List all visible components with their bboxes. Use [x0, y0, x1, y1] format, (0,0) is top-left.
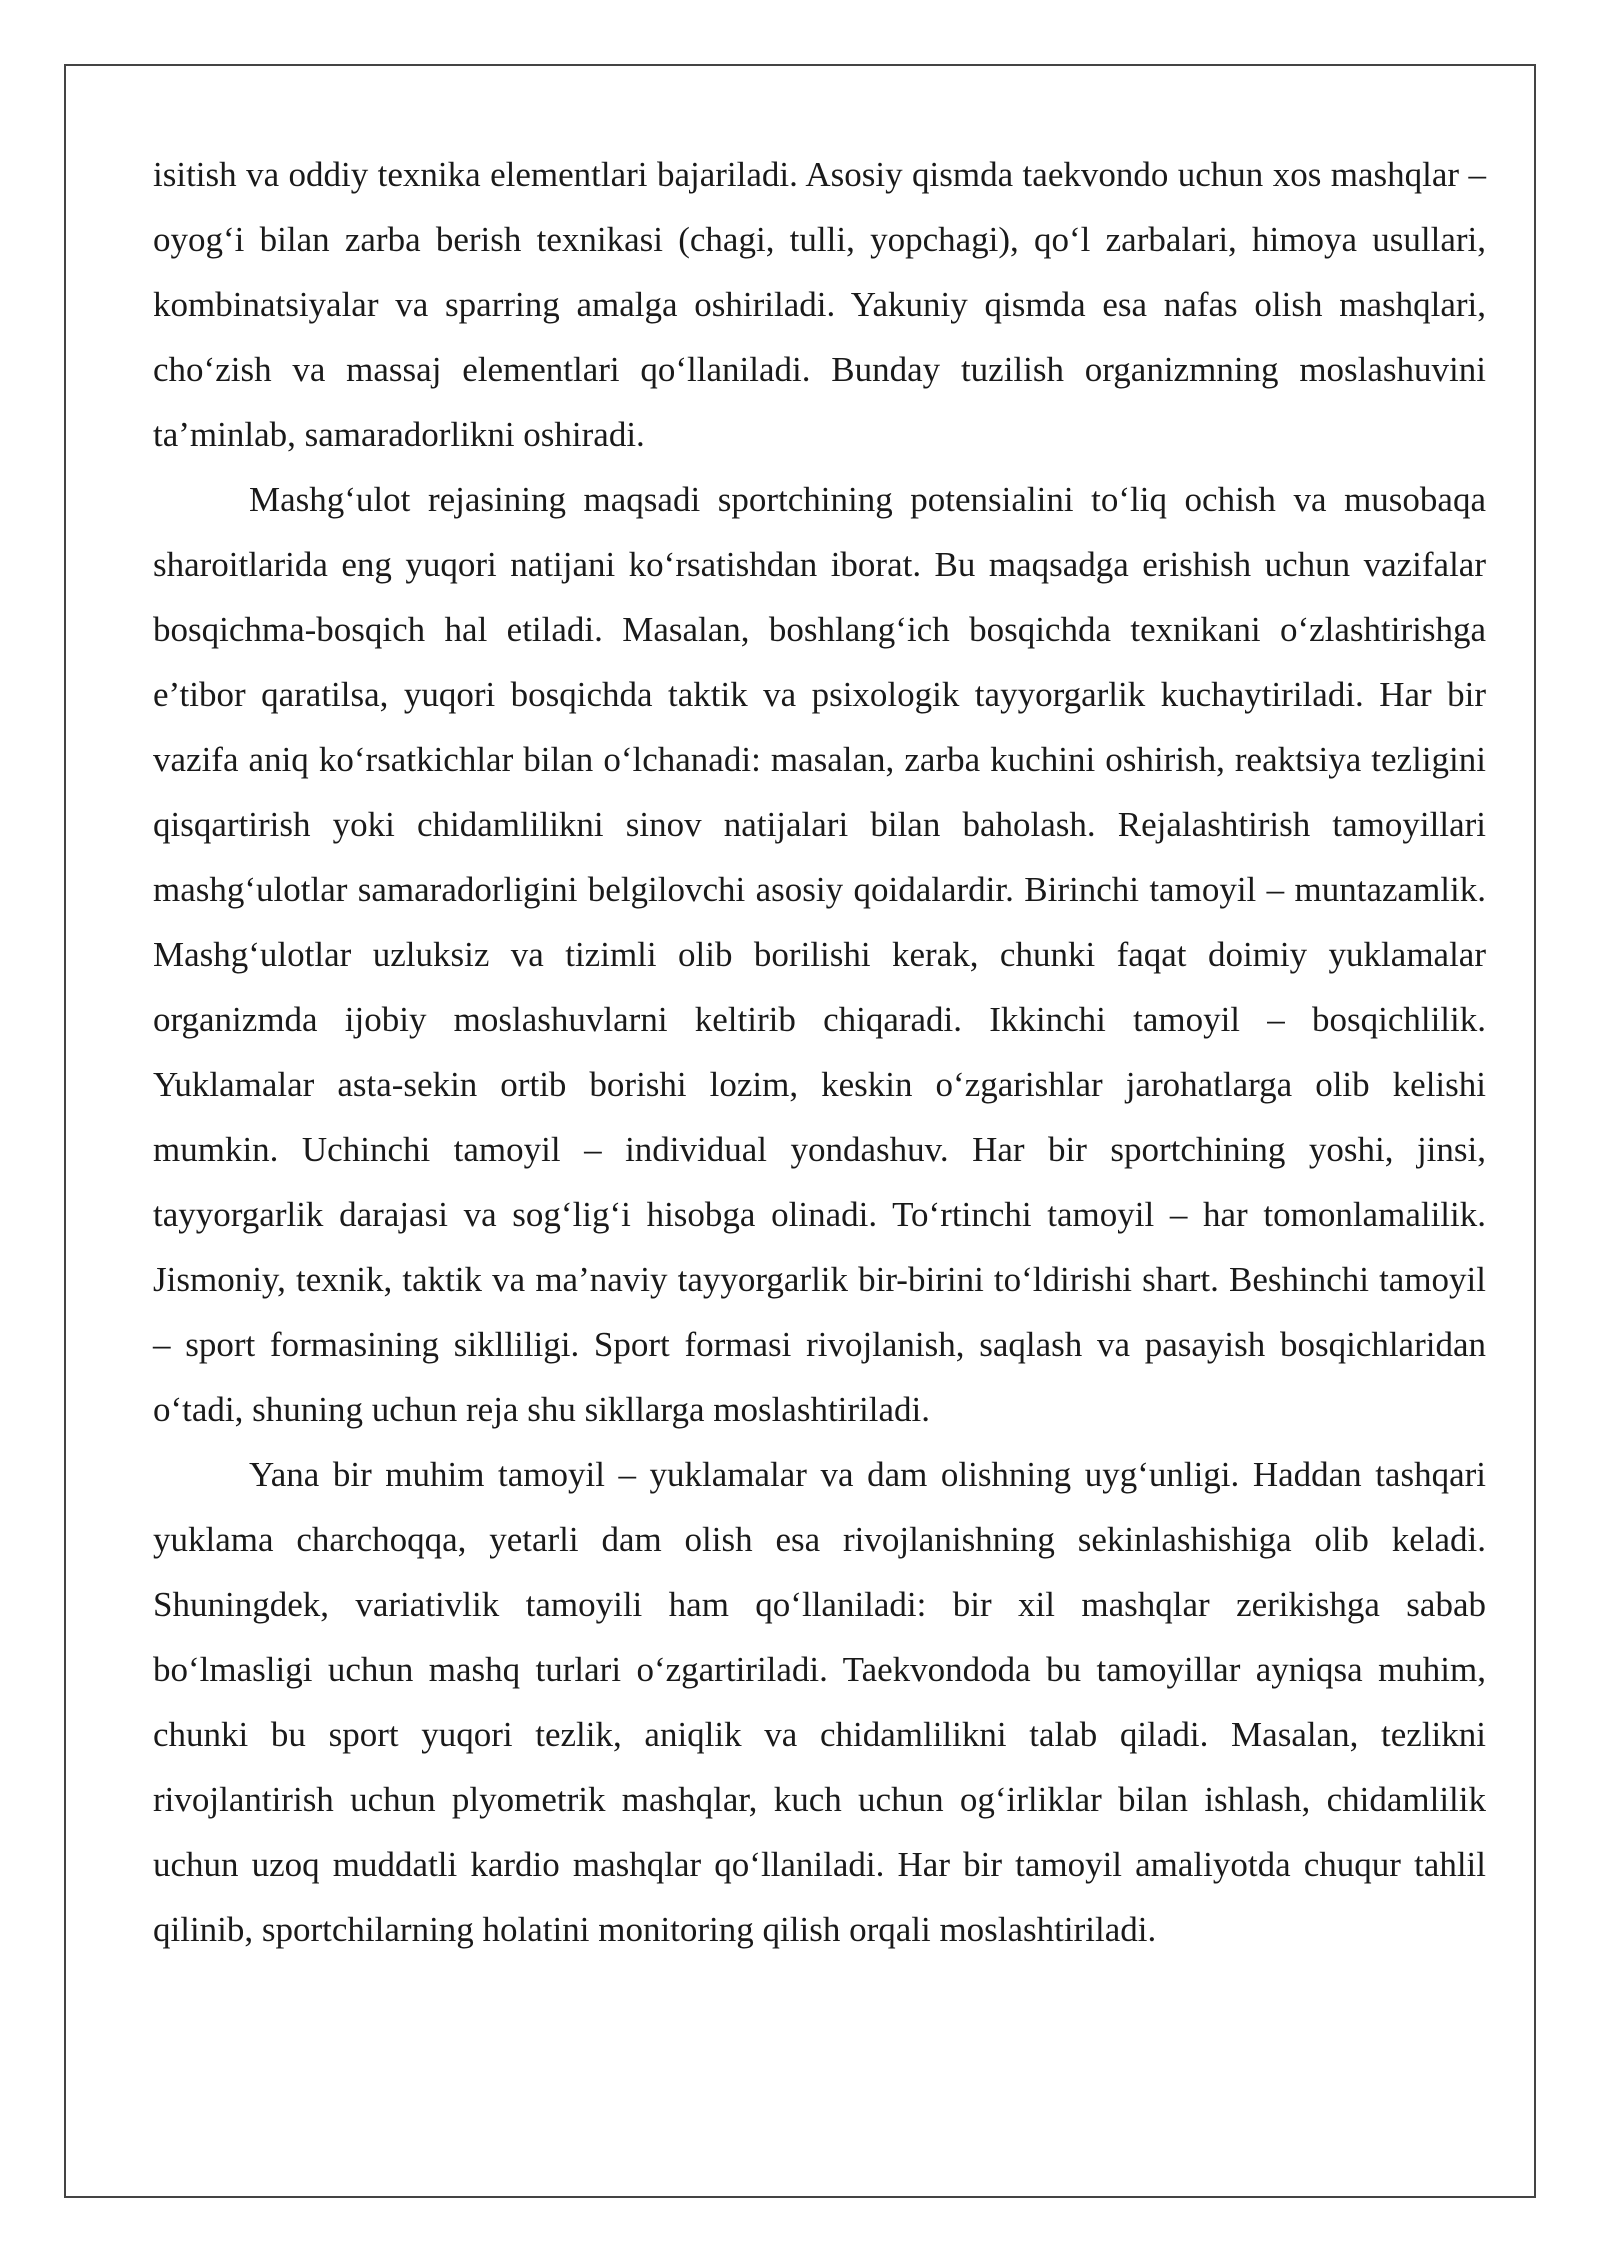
paragraph-3: Yana bir muhim tamoyil – yuklamalar va dam olishning uyg‘unligi. Haddan tashqari yuklama charchoqqa, yetarli dam olish esa rivojlanishning sekinlashishiga olib keladi. Shuningdek, variativlik tamoyili ham qo‘llaniladi: bir xil mashqlar zerikishga sabab bo‘lmasligi uchun mashq turlari o‘zgartiriladi. Taekvondoda bu tamoyillar ayniqsa muhim, chunki bu sport yuqori tezlik, aniqlik va chidamlilikni talab qiladi. Masalan, tezlikni rivojlantirish uchun plyometrik mashqlar, kuch uchun og‘irliklar bilan ishlash, chidamlilik uchun uzoq muddatli kardio mashqlar qo‘llaniladi. Har bir tamoyil amaliyotda chuqur tahlil qilinib, sportchilarning holatini monitoring qilish orqali moslashtiriladi.	[153, 1455, 1486, 1949]
paragraph-2: Mashg‘ulot rejasining maqsadi sportchining potensialini to‘liq ochish va musobaqa sharoitlarida eng yuqori natijani ko‘rsatishdan iborat. Bu maqsadga erishish uchun vazifalar bosqichma-bosqich hal etiladi. Masalan, boshlang‘ich bosqichda texnikani o‘zlashtirishga e’tibor qaratilsa, yuqori bosqichda taktik va psixologik tayyorgarlik kuchaytiriladi. Har bir vazifa aniq ko‘rsatkichlar bilan o‘lchanadi: masalan, zarba kuchini oshirish, reaktsiya tezligini qisqartirish yoki chidamlilikni sinov natijalari bilan baholash. Rejalashtirish tamoyillari mashg‘ulotlar samaradorligini belgilovchi asosiy qoidalardir. Birinchi tamoyil – muntazamlik. Mashg‘ulotlar uzluksiz va tizimli olib borilishi kerak, chunki faqat doimiy yuklamalar organizmda ijobiy moslashuvlarni keltirib chiqaradi. Ikkinchi tamoyil – bosqichlilik. Yuklamalar asta-sekin ortib borishi lozim, keskin o‘zgarishlar jarohatlarga olib kelishi mumkin. Uchinchi tamoyil – individual yondashuv. Har bir sportchining yoshi, jinsi, tayyorgarlik darajasi va sog‘lig‘i hisobga olinadi. To‘rtinchi tamoyil – har tomonlamalilik. Jismoniy, texnik, taktik va ma’naviy tayyorgarlik bir-birini to‘ldirishi shart. Beshinchi tamoyil – sport formasining siklliligi. Sport formasi rivojlanish, saqlash va pasayish bosqichlaridan o‘tadi, shuning uchun reja shu sikllarga moslashtiriladi.	[153, 480, 1486, 1429]
paragraph-1: isitish va oddiy texnika elementlari bajariladi. Asosiy qismda taekvondo uchun xos mashqlar – oyog‘i bilan zarba berish texnikasi (chagi, tulli, yopchagi), qo‘l zarbalari, himoya usullari, kombinatsiyalar va sparring amalga oshiriladi. Yakuniy qismda esa nafas olish mashqlari, cho‘zish va massaj elementlari qo‘llaniladi. Bunday tuzilish organizmning moslashuvini ta’minlab, samaradorlikni oshiradi.	[153, 155, 1486, 454]
document-body	[153, 142, 1486, 1962]
